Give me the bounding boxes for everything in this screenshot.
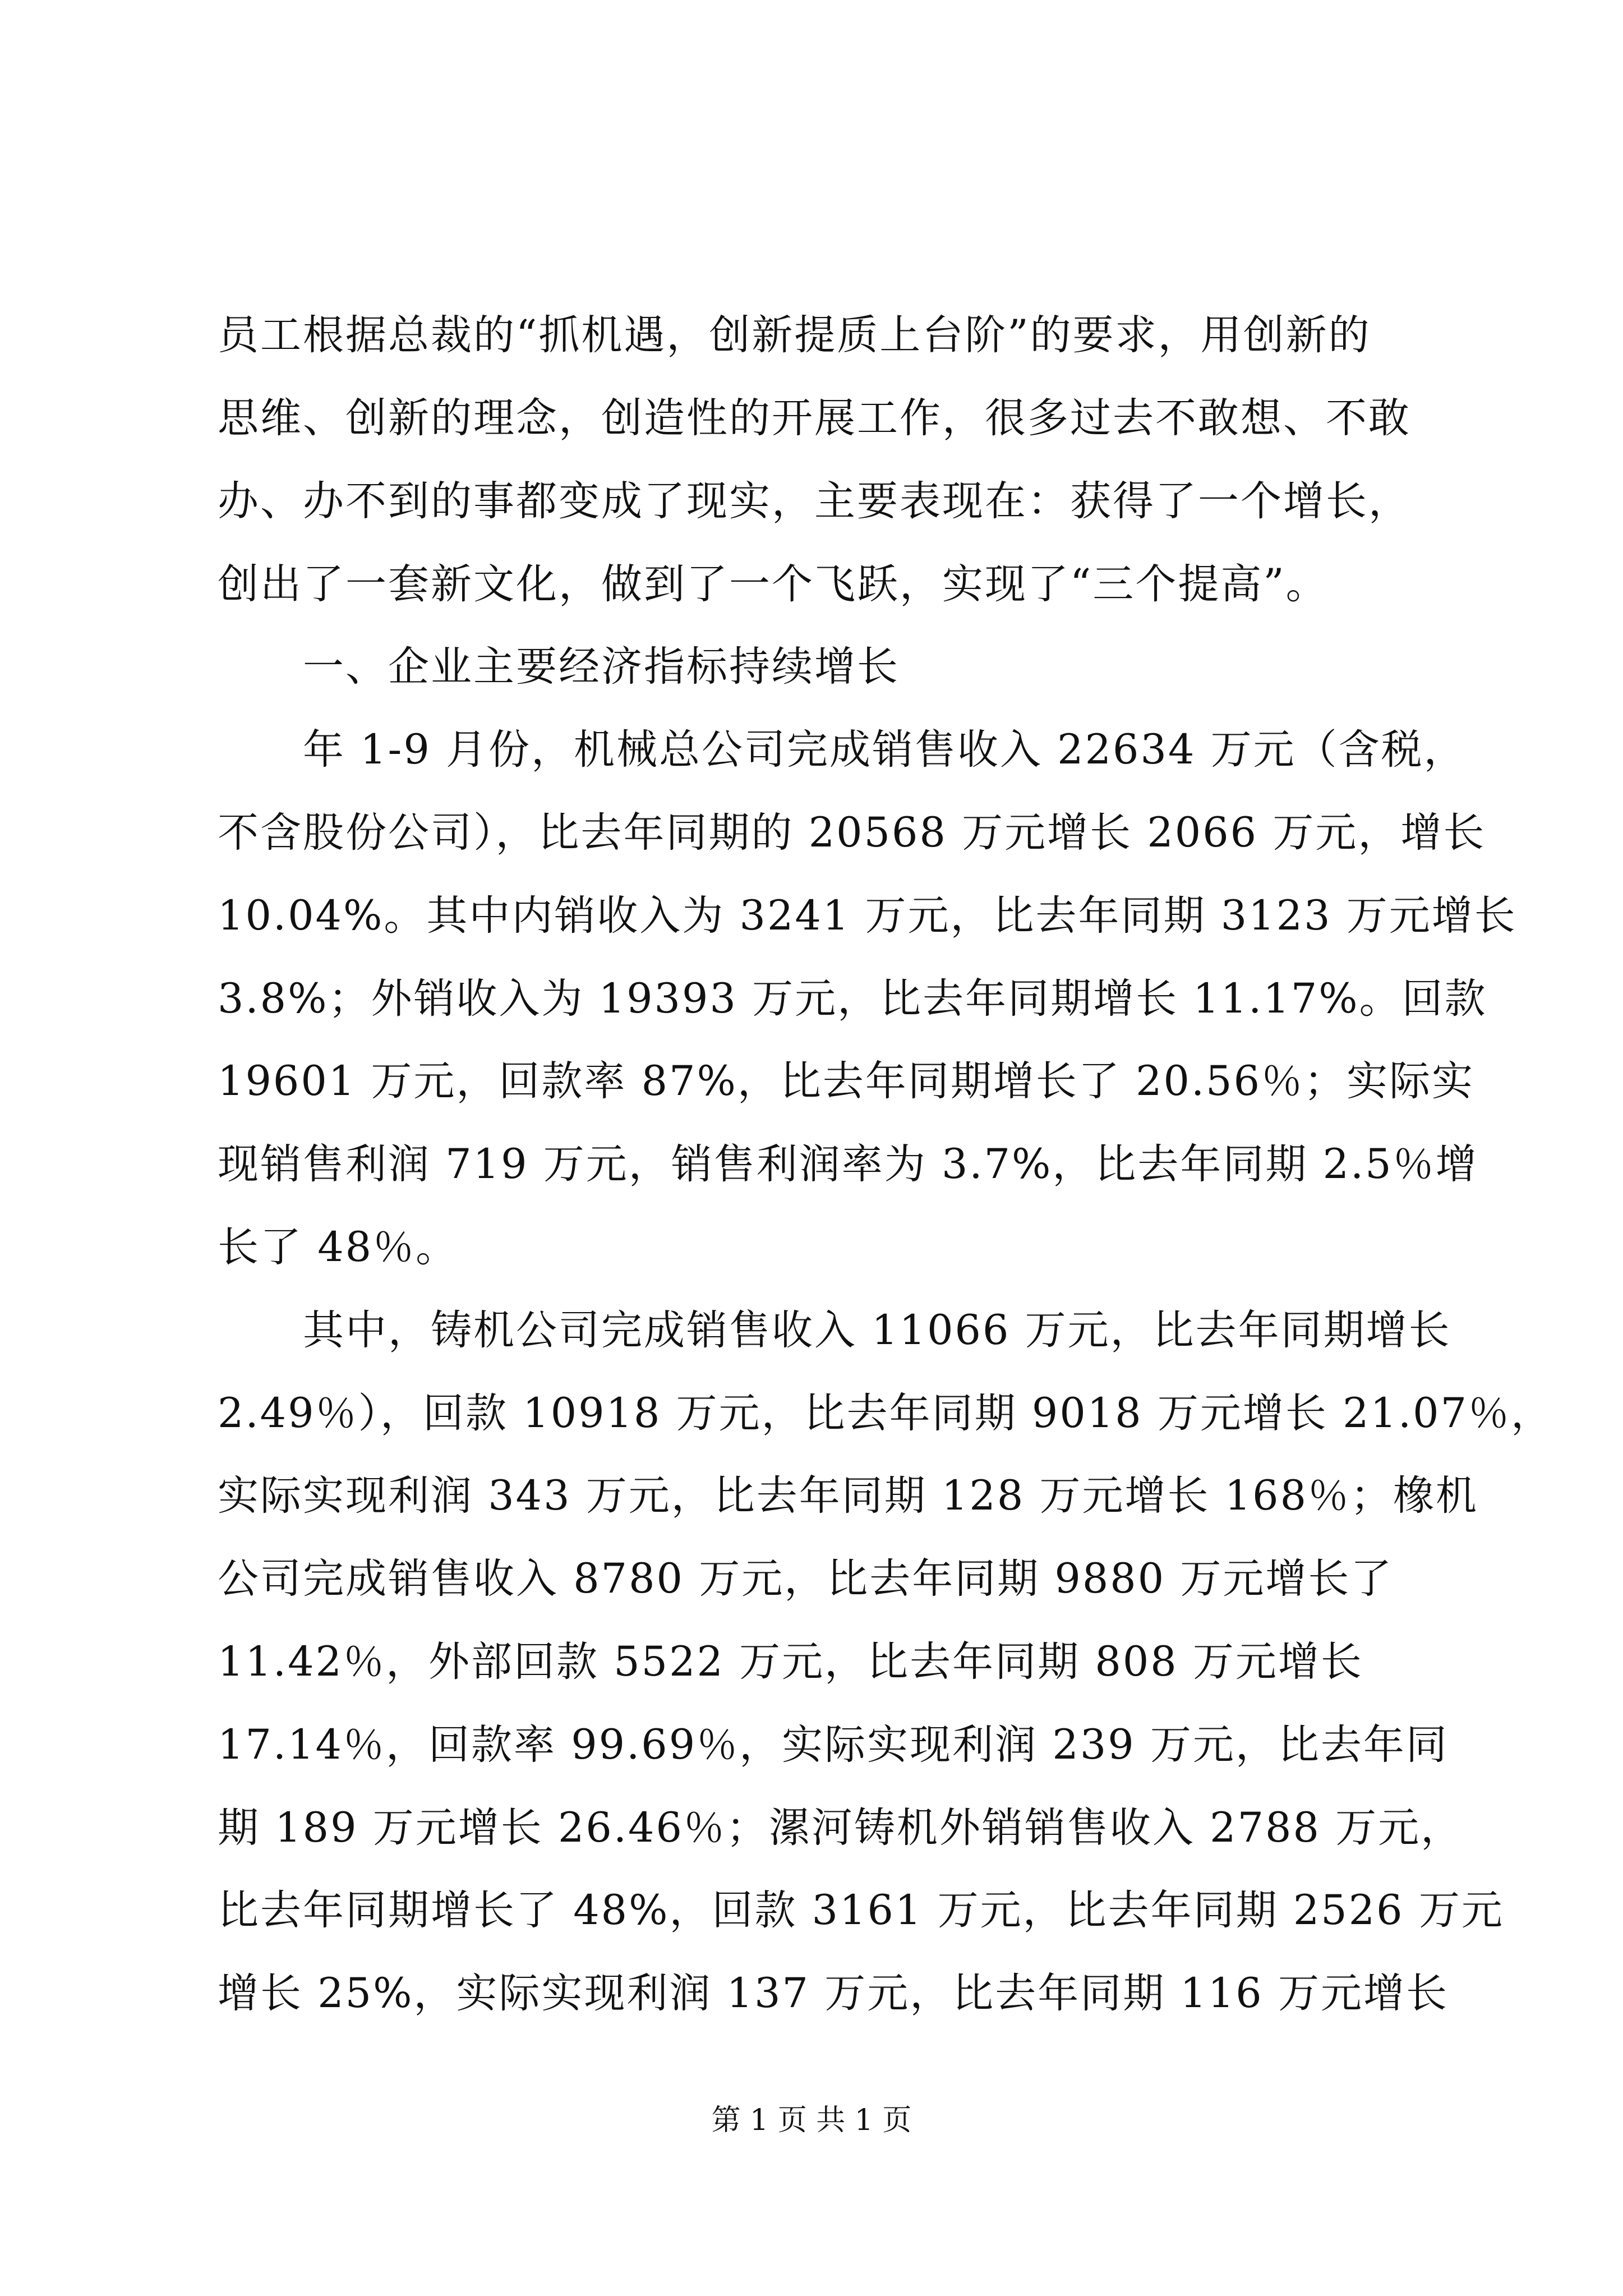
paragraph-line: 2.49％），回款 10918 万元，比去年同期 9018 万元增长 21.07％， (218, 1389, 1554, 1437)
paragraph-line: 年 1-9 月份，机械总公司完成销售收入 22634 万元（含税， (303, 726, 1467, 774)
paragraph-line: 比去年同期增长了 48%，回款 3161 万元，比去年同期 2526 万元 (218, 1887, 1504, 1934)
paragraph-line: 增长 25%，实际实现利润 137 万元，比去年同期 116 万元增长 (218, 1970, 1449, 2017)
paragraph-line: 长了 48％。 (218, 1223, 459, 1271)
paragraph-line: 实际实现利润 343 万元，比去年同期 128 万元增长 168％；橡机 (218, 1472, 1479, 1520)
paragraph-line: 17.14％，回款率 99.69％，实际实现利润 239 万元，比去年同 (218, 1721, 1449, 1769)
page-footer: 第 1 页 共 1 页 (711, 2104, 912, 2137)
paragraph-line: 创出了一套新文化，做到了一个飞跃，实现了“三个提高”。 (218, 560, 1329, 608)
paragraph-line: 10.04%。其中内销收入为 3241 万元，比去年同期 3123 万元增长 (218, 892, 1517, 940)
paragraph-line: 其中，铸机公司完成销售收入 11066 万元，比去年同期增长 (303, 1306, 1451, 1354)
paragraph-line: 员工根据总裁的“抓机遇，创新提质上台阶”的要求，用创新的 (218, 311, 1371, 359)
paragraph-line: 公司完成销售收入 8780 万元，比去年同期 9880 万元增长了 (218, 1555, 1394, 1603)
paragraph-line: 3.8%；外销收入为 19393 万元，比去年同期增长 11.17%。回款 (218, 975, 1487, 1023)
paragraph-line: 期 189 万元增长 26.46％；漯河铸机外销销售收入 2788 万元， (218, 1804, 1464, 1852)
section-heading: 一、企业主要经济指标持续增长 (303, 643, 900, 691)
paragraph-line: 不含股份公司），比去年同期的 20568 万元增长 2066 万元，增长 (218, 809, 1486, 857)
paragraph-line: 现销售利润 719 万元，销售利润率为 3.7%，比去年同期 2.5％增 (218, 1140, 1478, 1188)
paragraph-line: 思维、创新的理念，创造性的开展工作，很多过去不敢想、不敢 (218, 394, 1411, 442)
paragraph-line: 11.42％，外部回款 5522 万元，比去年同期 808 万元增长 (218, 1638, 1363, 1686)
paragraph-line: 办、办不到的事都变成了现实，主要表现在：获得了一个增长， (218, 477, 1411, 525)
paragraph-line: 19601 万元，回款率 87%，比去年同期增长了 20.56％；实际实 (218, 1057, 1475, 1105)
